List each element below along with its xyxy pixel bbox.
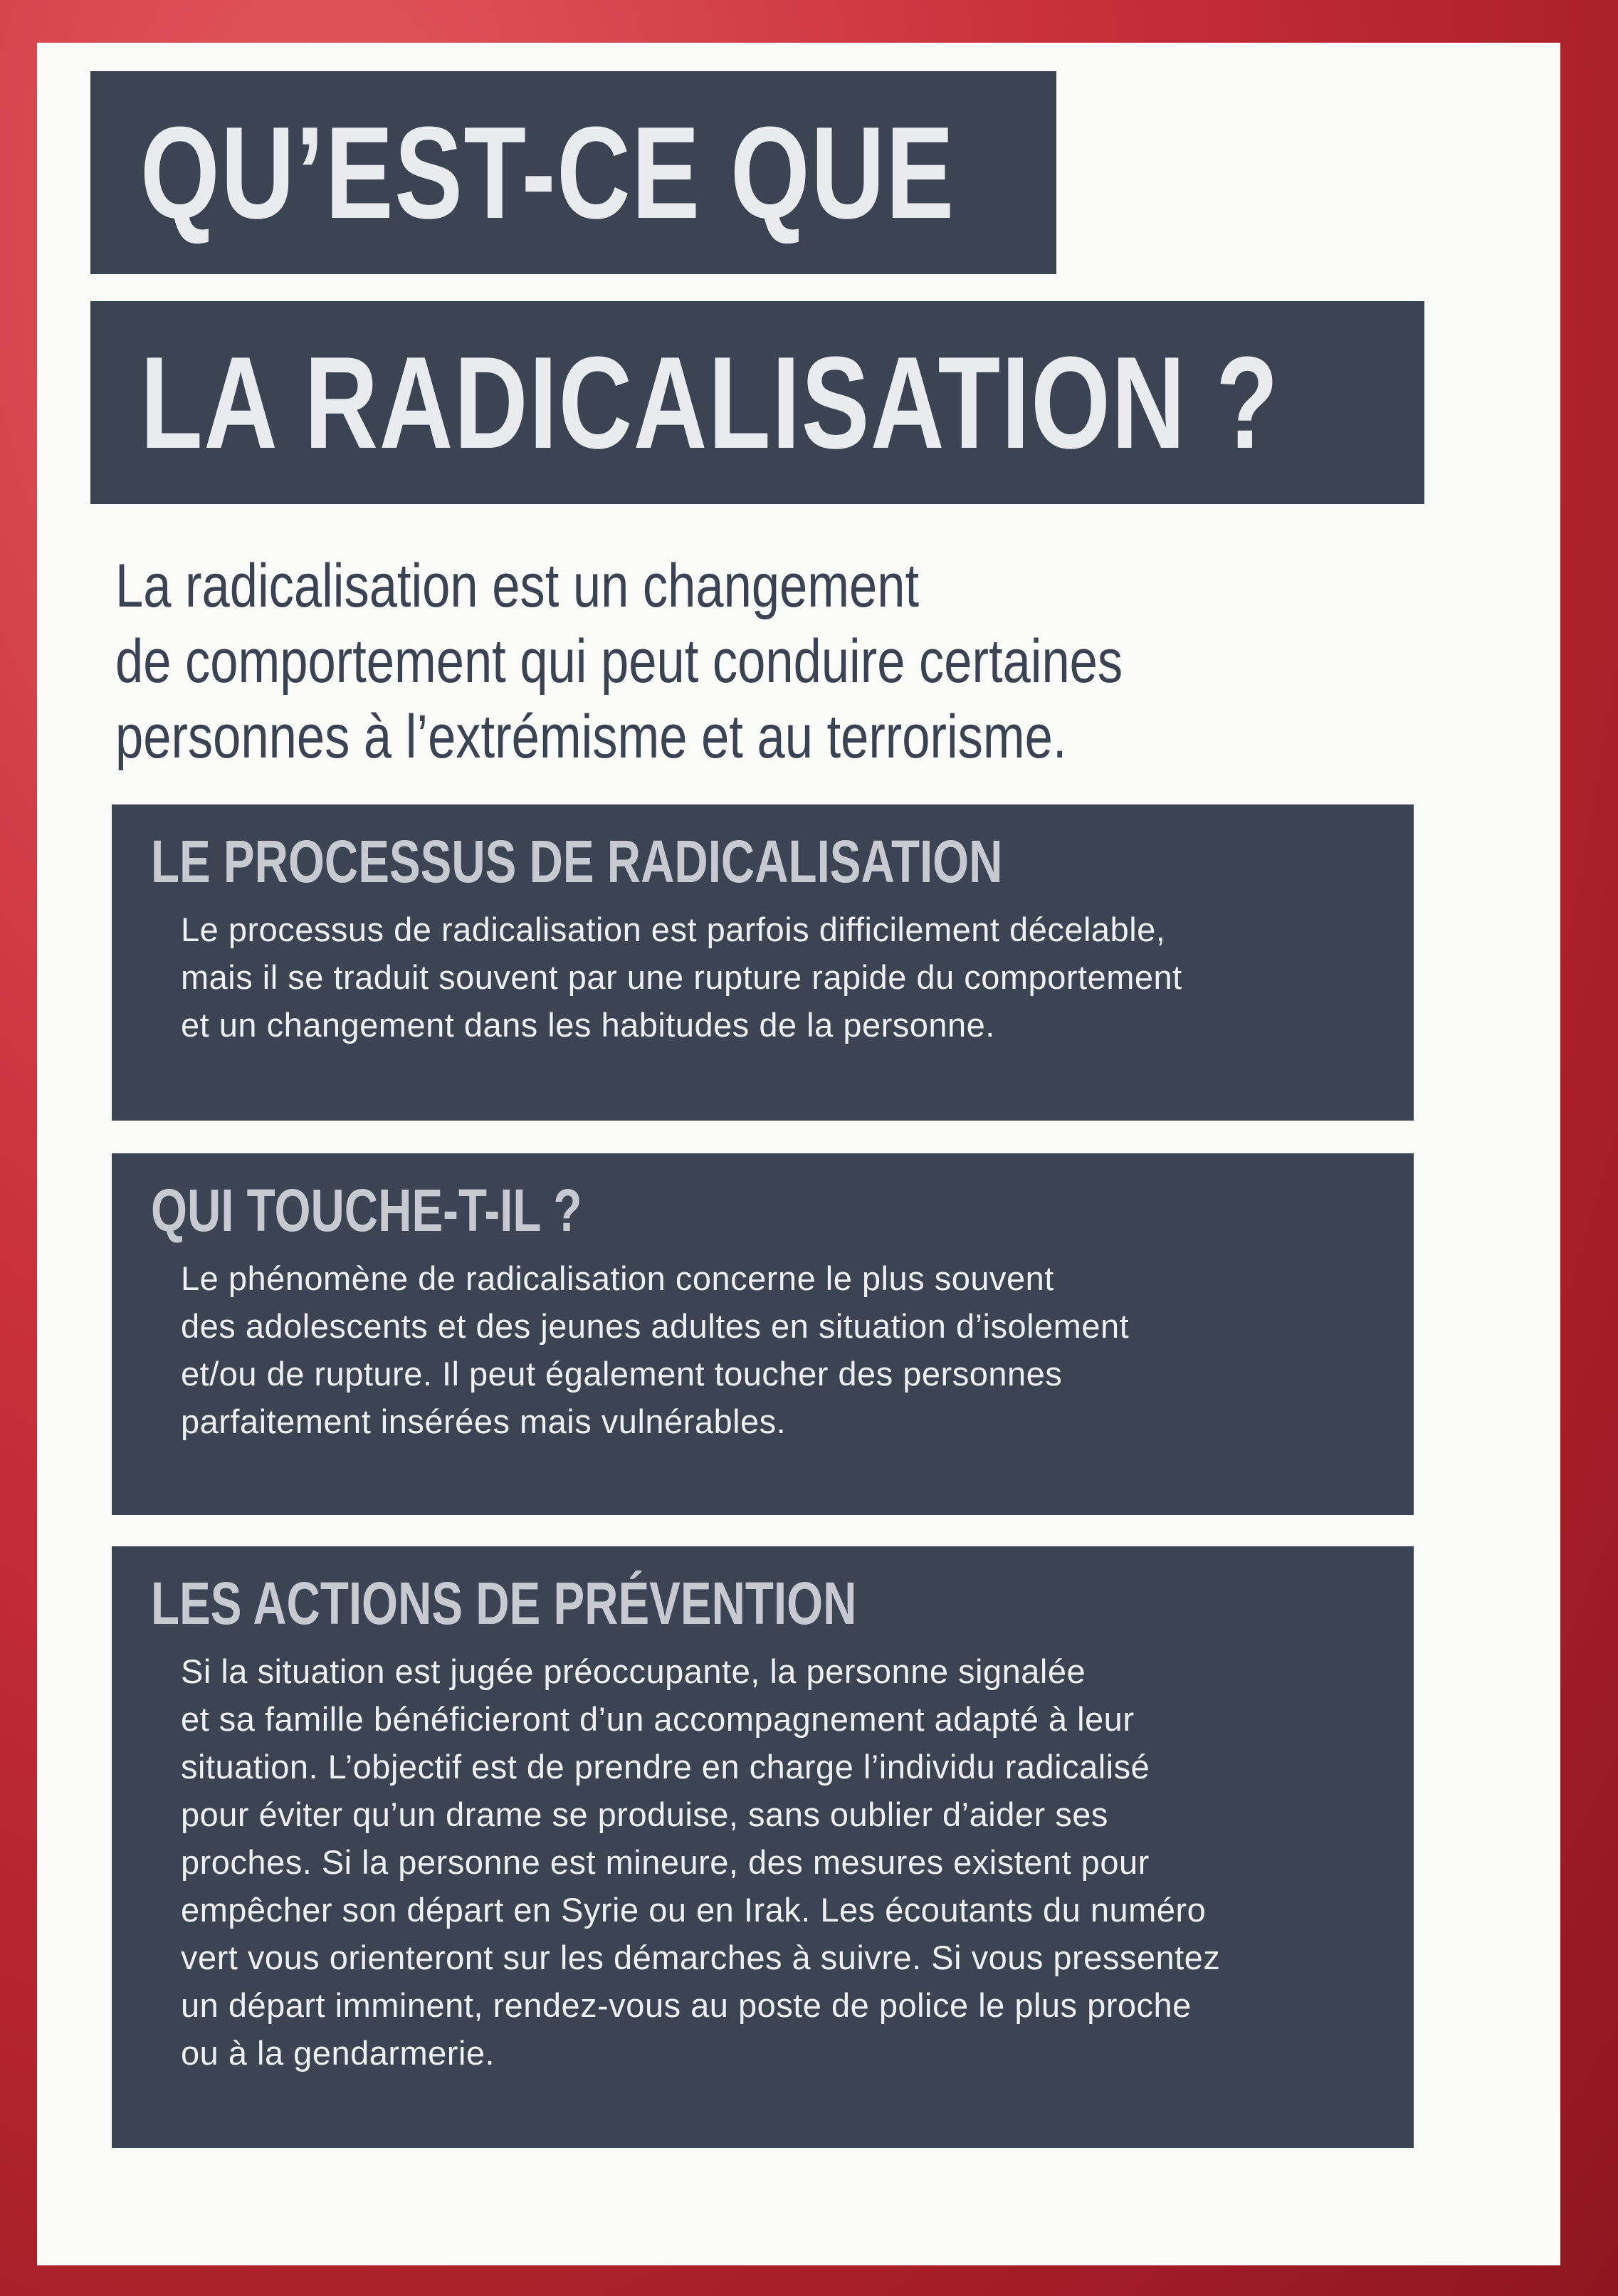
body-line: ou à la gendarmerie. (181, 2034, 495, 2072)
body-line: parfaitement insérées mais vulnérables. (181, 1403, 787, 1440)
lead-line: La radicalisation est un changement (115, 552, 920, 620)
body-line: et/ou de rupture. Il peut également toucher des personnes (181, 1355, 1063, 1393)
body-line: pour éviter qu’un drame se produise, sans oublier d’aider ses (181, 1796, 1108, 1833)
section-prevention-actions (112, 1546, 1414, 2148)
body-line: empêcher son départ en Syrie ou en Irak. Les écoutants du numéro (181, 1891, 1207, 1929)
body-line: Le processus de radicalisation est parfois difficilement décelable, (181, 911, 1166, 948)
body-line: des adolescents et des jeunes adultes en situation d’isolement (181, 1307, 1130, 1345)
section-body (181, 1647, 1414, 2077)
body-line: Si la situation est jugée préoccupante, la personne signalée (181, 1652, 1086, 1690)
body-line: mais il se traduit souvent par une rupture rapide du comportement (181, 958, 1182, 996)
section-heading: LES ACTIONS DE PRÉVENTION (151, 1570, 857, 1637)
section-body (181, 906, 1414, 1049)
body-line: proches. Si la personne est mineure, des mesures existent pour (181, 1843, 1150, 1881)
body-line: et un changement dans les habitudes de la personne. (181, 1006, 995, 1044)
lead-line: de comportement qui peut conduire certaines (115, 627, 1123, 696)
section-radicalisation-process (112, 804, 1414, 1121)
page-title-line2: LA RADICALISATION ? (140, 329, 1280, 476)
section-body (181, 1254, 1414, 1445)
section-heading: LE PROCESSUS DE RADICALISATION (151, 828, 1003, 895)
title-band-line1 (90, 71, 1056, 274)
body-line: Le phénomène de radicalisation concerne le plus souvent (181, 1259, 1054, 1297)
lead-line: personnes à l’extrémisme et au terrorisme. (115, 703, 1067, 771)
title-band-line2 (90, 301, 1424, 504)
body-line: et sa famille bénéficieront d’un accompagnement adapté à leur (181, 1700, 1135, 1738)
body-line: vert vous orienteront sur les démarches à suivre. Si vous pressentez (181, 1939, 1221, 1976)
body-line: un départ imminent, rendez-vous au poste de police le plus proche (181, 1986, 1192, 2024)
body-line: situation. L’objectif est de prendre en charge l’individu radicalisé (181, 1748, 1150, 1786)
section-heading: QUI TOUCHE-T-IL ? (151, 1177, 582, 1244)
lead-paragraph (115, 548, 1397, 775)
page-title-line1: QU’EST-CE QUE (140, 99, 955, 246)
section-who-is-affected (112, 1153, 1414, 1515)
